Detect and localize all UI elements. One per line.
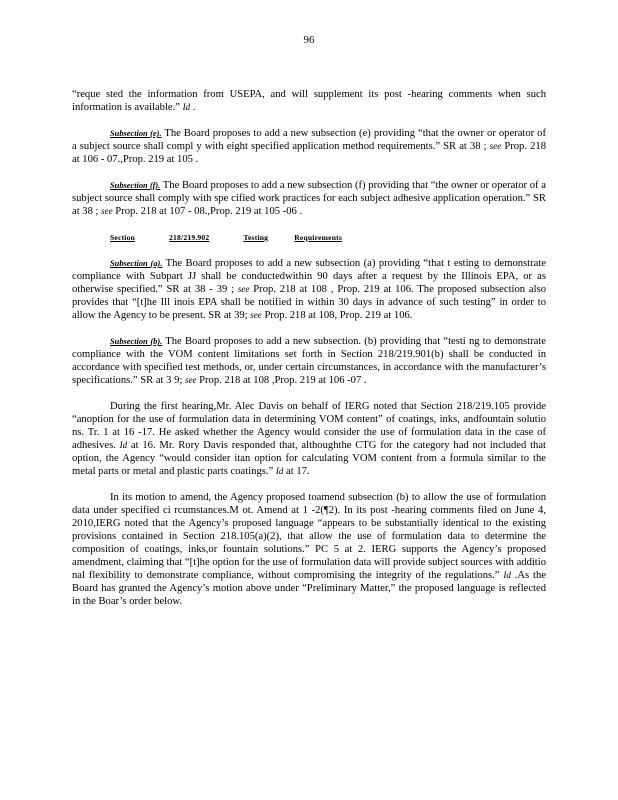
subsection-heading: Subsection (b). — [110, 337, 163, 346]
section-title-1: Testing — [243, 233, 269, 242]
paragraph-usepa — [72, 88, 546, 114]
subsection-heading: Subsection (e). — [110, 129, 162, 138]
paragraph-text: Prop. 218 at 107 - 08.,Prop. 219 at 105 -06 . — [112, 206, 303, 217]
section-label: Section — [110, 233, 136, 242]
paragraph-text: Prop. 218 at 108, Prop. 219 at 106. — [261, 310, 413, 321]
paragraph-text: at 16. Mr. Rory Davis responded that, althoughthe CTG for the category had not included that option, the Agency “would consider itan option for calculating VOM content from a formula similar to the metal parts or metal and plastic parts coatings.” — [72, 440, 546, 477]
paragraph-first-hearing — [72, 400, 546, 478]
section-title-2: Requirements — [294, 233, 343, 242]
paragraph-subsection-e — [72, 127, 546, 166]
document-body — [72, 88, 546, 621]
paragraph-text: at 17. — [283, 466, 310, 477]
see-signal: see — [184, 375, 197, 385]
subsection-heading: Subsection (f). — [110, 181, 161, 190]
citation-id: Id — [275, 466, 284, 476]
page-number: 96 — [303, 34, 315, 46]
paragraph-text: During the first hearing,Mr. Alec Davis on behalf of IERG noted that Section 218/219.105 provide “anoption for the use of formulation data in determining VOM content” of coatings, inks, andfountain solutio ns. Tr. 1 at 16 -17. He asked whether the Agency would consider the use of formulation data in the case of adhesives. — [72, 401, 546, 451]
paragraph-text: In its motion to amend, the Agency proposed toamend subsection (b) to allow the use of formulation data under specified ci rcumstances.M ot. Amend at 1 -2(¶2). In its post -hearing comments filed on June 4, 2010,IERG noted that the Agency’s proposed language “appears to be substantially identical to the existing provisions contained in Section 218.105(a)(2), that allow the use of formulation data to determine the composition of coatings, inks,or fountain solutions.” PC 5 at 2. IERG supports the Agency’s proposed amendment, claiming that “[t]he option for the use of formulation data will provide subject sources with additio nal flexibility to demonstrate compliance, without compromising the integrity of the regulations.” — [72, 492, 546, 581]
paragraph-text: . — [190, 102, 196, 113]
section-heading — [110, 231, 546, 244]
subsection-heading: Subsection (a). — [110, 259, 163, 268]
section-number: 218/219.902 — [169, 233, 210, 242]
paragraph-text: Prop. 218 at 108 , Prop. 219 at 106. The proposed subsection also provides that “[t]he Ill inois EPA shall be notified in within 30 days in advance of such testing” in order to allow the Agency to be present. SR at 39; — [72, 284, 546, 321]
paragraph-motion-to-amend — [72, 491, 546, 608]
paragraph-text: Prop. 218 at 106 - 07.,Prop. 219 at 105 . — [72, 141, 546, 165]
citation-id: Id — [182, 102, 191, 112]
paragraph-text: The Board proposes to add a new subsection (e) providing “that the owner or operator of a subject source shall compl y with eight specified application method requirements.” SR at 38 ; — [72, 128, 546, 152]
citation-id: Id — [503, 570, 511, 580]
paragraph-text: “reque sted the information from USEPA, and will supplement its post -hearing comments when such information is available.” — [72, 89, 546, 113]
paragraph-text: .As the Board has granted the Agency’s motion above under “Preliminary Matter,” the proposed language is reflected in the Boar’s order below. — [72, 570, 546, 607]
paragraph-text: The Board proposes to add a new subsection (f) providing that “the owner or operator of a subject source shall comply with spe cified work practices for each subject adhesive application operation.” SR at 38 ; — [72, 180, 546, 217]
see-signal: see — [489, 141, 502, 151]
see-signal: see — [101, 206, 113, 216]
paragraph-text: The Board proposes to add a new subsection (a) providing “that t esting to demonstrate compliance with Subpart JJ shall be conductedwithin 90 days after a request by the Illinois EPA, or as otherwise specified.” SR at 38 - 39 ; — [72, 258, 546, 295]
paragraph-subsection-b — [72, 335, 546, 387]
paragraph-subsection-f — [72, 179, 546, 218]
citation-id: Id — [119, 440, 128, 450]
paragraph-text: Prop. 218 at 108 ,Prop. 219 at 106 -07 . — [196, 375, 367, 386]
see-signal: see — [250, 310, 262, 320]
paragraph-text: The Board proposes to add a new subsection. (b) providing that “testi ng to demonstrate compliance with the VOM content limitations set forth in Section 218/219.901(b) shall be conducted in accordance with specified test methods, or, under certain circumstances, in accordance with the manufacturer’s specifications.” SR at 3 9; — [72, 336, 547, 386]
paragraph-subsection-a — [72, 257, 546, 322]
see-signal: see — [237, 284, 250, 294]
